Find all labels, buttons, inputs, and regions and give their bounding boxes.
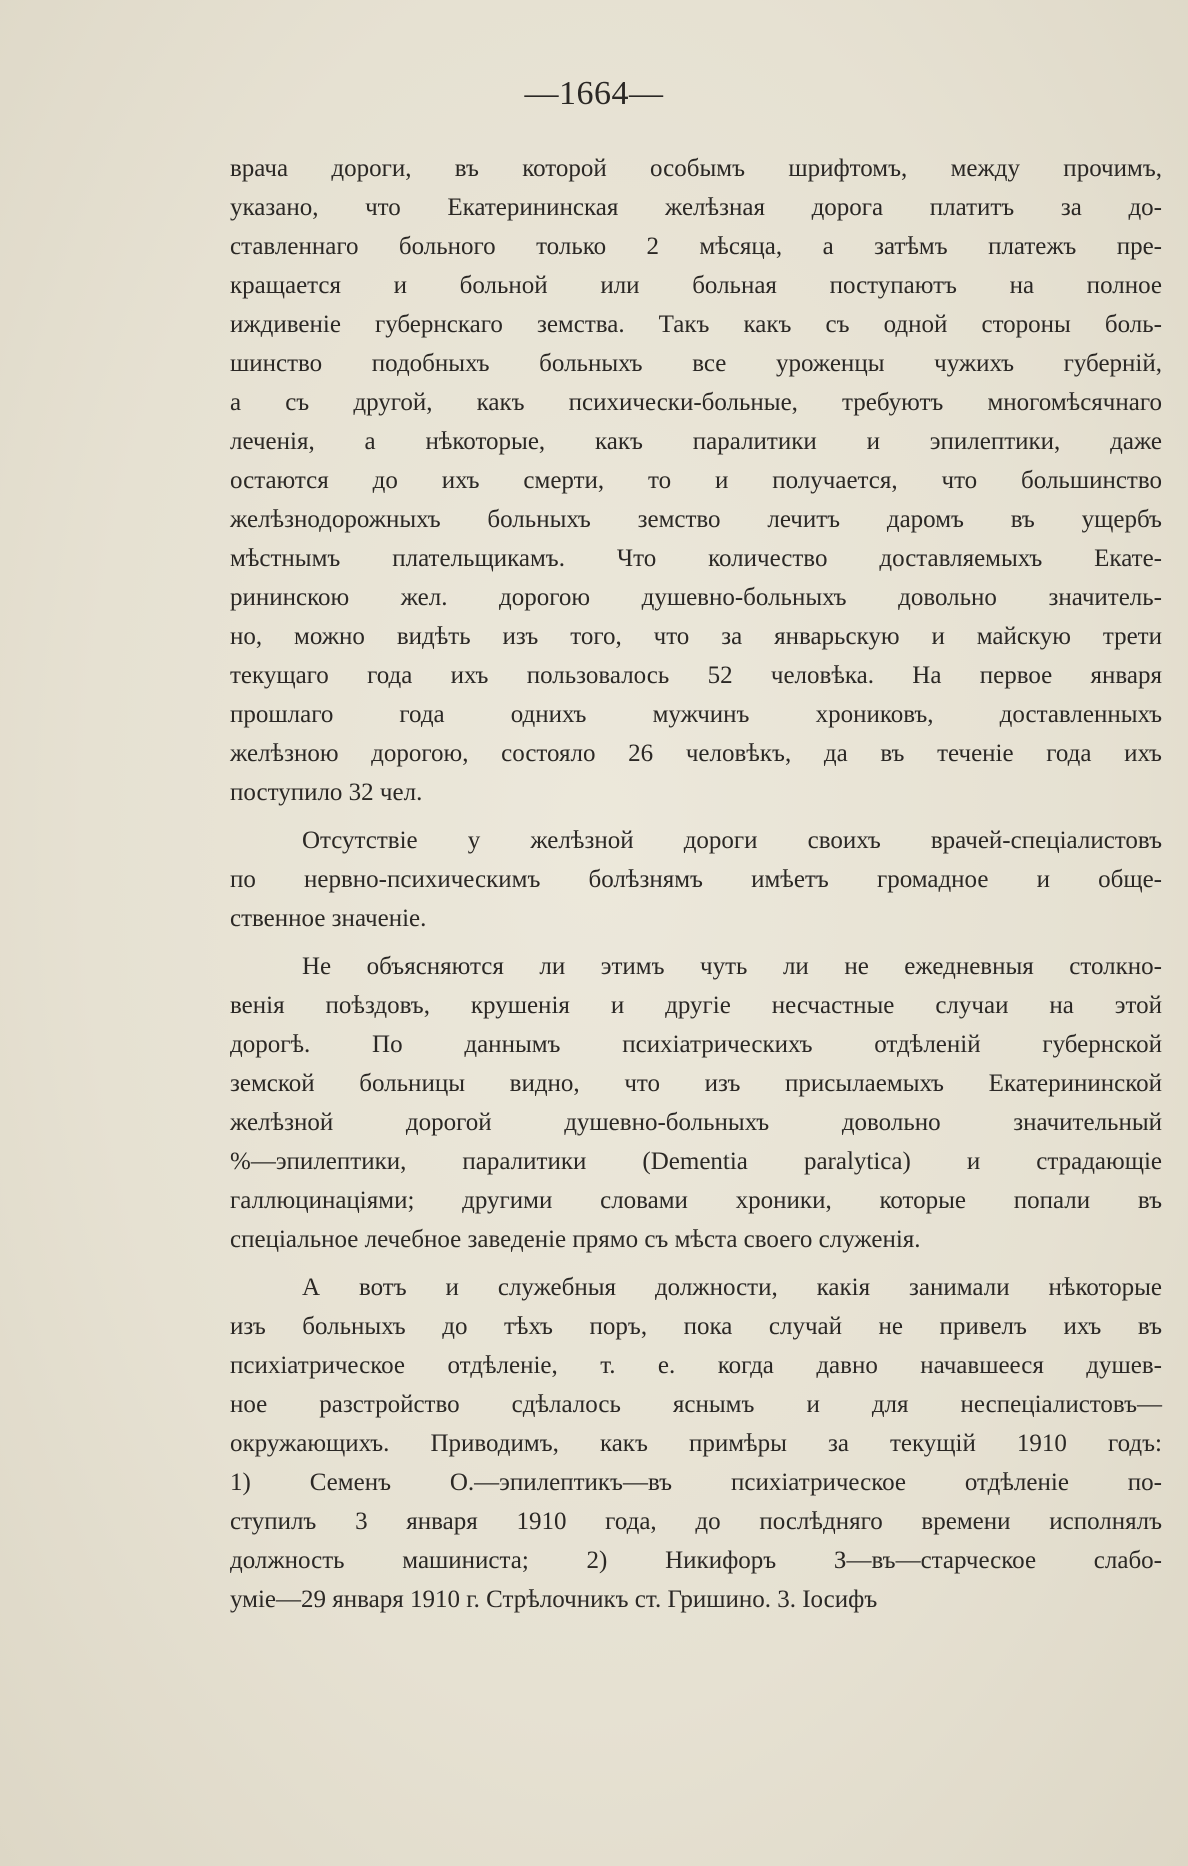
text-line: ное разстройство сдѣлалось яснымъ и для неспецiалистовъ— <box>230 1391 1162 1418</box>
text-line: желѣзнодорожныхъ больныхъ земство лечитъ даромъ въ ущербъ <box>230 506 1162 533</box>
text-line: прошлаго года однихъ мужчинъ хрониковъ, доставленныхъ <box>230 701 1162 728</box>
paragraph <box>230 821 1162 938</box>
text-line: леченiя, а нѣкоторые, какъ паралитики и эпилептики, даже <box>230 428 1162 455</box>
text-line: по нервно-психическимъ болѣзнямъ имѣетъ громадное и обще- <box>230 866 1162 893</box>
text-line: указано, что Екатерининская желѣзная дорога платитъ за до- <box>230 194 1162 221</box>
text-line: ставленнаго больного только 2 мѣсяца, а затѣмъ платежъ пре- <box>230 233 1162 260</box>
text-line: мѣстнымъ плательщикамъ. Что количество доставляемыхъ Екате- <box>230 545 1162 572</box>
text-line: окружающихъ. Приводимъ, какъ примѣры за текущiй 1910 годъ: <box>230 1430 1162 1457</box>
text-line: кращается и больной или больная поступаютъ на полное <box>230 272 1162 299</box>
text-line: Не объясняются ли этимъ чуть ли не ежедневныя столкно- <box>302 953 1162 980</box>
text-line: %—эпилептики, паралитики (Dementia paralytica) и страдающiе <box>230 1148 1162 1175</box>
text-line: изъ больныхъ до тѣхъ поръ, пока случай не привелъ ихъ въ <box>230 1313 1162 1340</box>
paragraph <box>230 1268 1162 1619</box>
text-line: текущаго года ихъ пользовалось 52 человѣка. На первое января <box>230 662 1162 689</box>
text-line: а съ другой, какъ психически-больные, требуютъ многомѣсячнаго <box>230 389 1162 416</box>
text-line: но, можно видѣть изъ того, что за январьскую и майскую трети <box>230 623 1162 650</box>
body-text <box>230 149 1162 1619</box>
text-line: иждивенiе губернскаго земства. Такъ какъ съ одной стороны боль- <box>230 311 1162 338</box>
text-line: ственное значенiе. <box>230 905 427 932</box>
text-line: земской больницы видно, что изъ присылаемыхъ Екатерининской <box>230 1070 1162 1097</box>
text-line: А вотъ и служебныя должности, какiя занимали нѣкоторые <box>302 1274 1162 1301</box>
text-line: 1) Семенъ О.—эпилептикъ—въ психiатрическое отдѣленiе по- <box>230 1469 1162 1496</box>
paragraph <box>230 947 1162 1259</box>
text-line: желѣзною дорогою, состояло 26 человѣкъ, да въ теченiе года ихъ <box>230 740 1162 767</box>
paragraph <box>230 149 1162 812</box>
text-line: психiатрическое отдѣленiе, т. е. когда давно начавшееся душев- <box>230 1352 1162 1379</box>
page-number: —1664— <box>524 75 664 112</box>
text-line: ступилъ 3 января 1910 года, до послѣдняго времени исполнялъ <box>230 1508 1162 1535</box>
text-line: рининскою жел. дорогою душевно-больныхъ довольно значитель- <box>230 584 1162 611</box>
text-line: поступило 32 чел. <box>230 779 423 806</box>
text-line: должность машиниста; 2) Никифоръ З—въ—старческое слабо- <box>230 1547 1162 1574</box>
text-line: Отсутствiе у желѣзной дороги своихъ врачей-спецiалистовъ <box>302 827 1162 854</box>
text-line: остаются до ихъ смерти, то и получается, что большинство <box>230 467 1162 494</box>
text-line: умiе—29 января 1910 г. Стрѣлочникъ ст. Гришино. 3. Iосифъ <box>230 1586 878 1613</box>
text-line: дорогѣ. По даннымъ психiатрическихъ отдѣленiй губернской <box>230 1031 1162 1058</box>
text-line: спецiальное лечебное заведенiе прямо съ мѣста своего служенiя. <box>230 1226 921 1253</box>
text-line: врача дороги, въ которой особымъ шрифтомъ, между прочимъ, <box>230 155 1162 182</box>
text-line: галлюцинацiями; другими словами хроники, которые попали въ <box>230 1187 1162 1214</box>
text-line: венiя поѣздовъ, крушенiя и другiе несчастные случаи на этой <box>230 992 1162 1019</box>
text-line: желѣзной дорогой душевно-больныхъ довольно значительный <box>230 1109 1162 1136</box>
text-line: шинство подобныхъ больныхъ все уроженцы чужихъ губернiй, <box>230 350 1162 377</box>
